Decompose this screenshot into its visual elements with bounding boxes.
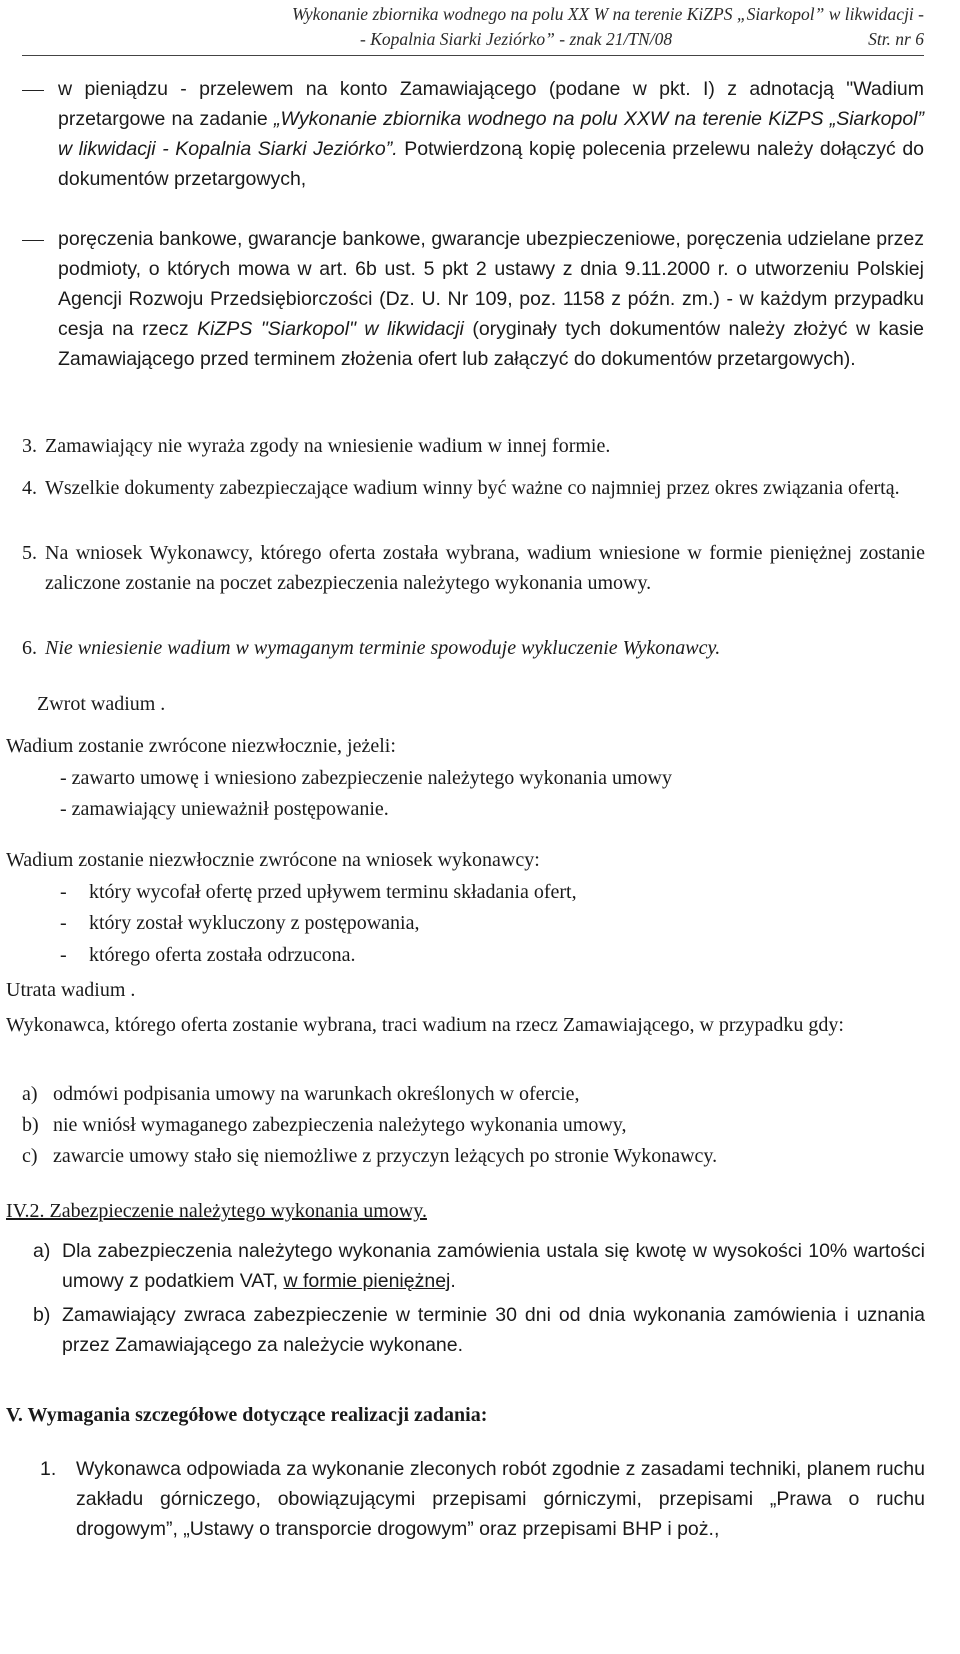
guarantees-text-part3: (oryginały tych dokumentów należy złożyć w kasie Zamawiającego przed terminem złożenia ofert lub załączyć do dokumentów przetargowych). — [58, 318, 924, 370]
running-header-reference: - Kopalnia Siarki Jeziórko” - znak 21/TN/08 — [360, 29, 673, 49]
list-dash: - — [60, 912, 67, 934]
list-letter: a) — [33, 1240, 51, 1262]
cash-text-part1: w pieniądzu - przelewem na konto Zamawiającego (podane w pkt. I) z adnotacją "Wadium przetargowe na zadanie — [58, 78, 924, 130]
cash-text-part3: Potwierdzoną kopię polecenia przelewu należy dołączyć do dokumentów przetargowych, — [58, 138, 925, 190]
running-header-line1: Wykonanie zbiornika wodnego na polu XX W na terenie KiZPS „Siarkopol” w likwidacji - — [291, 4, 924, 24]
cash-task-title: „Wykonanie zbiornika wodnego na polu XXW na terenie KiZPS „Siarkopol” w likwidacji - Kopalnia Siarki Jeziórko”. — [58, 108, 924, 160]
point-number: 4. — [22, 477, 37, 499]
utrata-item: zawarcie umowy stało się niemożliwe z przyczyn leżących po stronie Wykonawcy. — [53, 1145, 718, 1167]
zwrot-request-item: który wycofał ofertę przed upływem terminu składania ofert, — [89, 881, 577, 903]
list-letter: b) — [33, 1304, 51, 1326]
list-letter: c) — [22, 1145, 38, 1167]
list-dash: - — [60, 881, 67, 903]
list-letter: a) — [22, 1083, 38, 1105]
zwrot-intro-2: Wadium zostanie niezwłocznie zwrócone na wniosek wykonawcy: — [6, 849, 540, 871]
iv2-item-a-text: Dla zabezpieczenia należytego wykonania zamówienia ustala się kwotę w wysokości 10% wartości umowy z podatkiem VAT, — [62, 1240, 925, 1292]
point-6-text: Nie wniesienie wadium w wymaganym terminie spowoduje wykluczenie Wykonawcy. — [45, 637, 721, 659]
utrata-item: odmówi podpisania umowy na warunkach określonych w ofercie, — [53, 1083, 580, 1105]
zwrot-item: - zawarto umowę i wniesiono zabezpieczenie należytego wykonania umowy — [60, 767, 672, 789]
zwrot-item: - zamawiający unieważnił postępowanie. — [60, 798, 389, 820]
section-v-item-1: Wykonawca odpowiada za wykonanie zleconych robót zgodnie z zasadami techniki, planem ruchu zakładu górniczego, obowiązującymi przepisami górniczymi, przepisami „Prawa o ruchu drogowym”, „Ustawy o transporcie drogowym” oraz przepisami BHP i poż., — [76, 1458, 925, 1540]
wadium-form-cash — [58, 74, 924, 194]
header-rule — [22, 55, 924, 56]
utrata-heading: Utrata wadium . — [6, 979, 136, 1001]
zwrot-request-item: który został wykluczony z postępowania, — [89, 912, 420, 934]
point-5-text: Na wniosek Wykonawcy, którego oferta została wybrana, wadium wniesione w formie pieniężnej zostanie zaliczone zostanie na poczet zabezpieczenia należytego wykonania umowy. — [45, 542, 925, 594]
point-4-text: Wszelkie dokumenty zabezpieczające wadium winny być ważne co najmniej przez okres związania ofertą. — [45, 477, 900, 499]
zwrot-heading: Zwrot wadium . — [37, 693, 166, 715]
zwrot-request-item: którego oferta została odrzucona. — [89, 944, 356, 966]
point-number: 3. — [22, 435, 37, 457]
utrata-intro: Wykonawca, którego oferta zostanie wybrana, traci wadium na rzecz Zamawiającego, w przypadku gdy: — [6, 1014, 844, 1036]
iv2-item-b: Zamawiający zwraca zabezpieczenie w terminie 30 dni od dnia wykonania zamówienia i uznania przez Zamawiającego za należycie wykonane. — [62, 1304, 925, 1356]
point-number: 5. — [22, 542, 37, 564]
list-number: 1. — [40, 1458, 57, 1480]
iv2-item-a — [62, 1236, 925, 1296]
zwrot-intro: Wadium zostanie zwrócone niezwłocznie, jeżeli: — [6, 735, 396, 757]
dash-bullet-icon — [22, 240, 44, 241]
section-iv2-heading: IV.2. Zabezpieczenie należytego wykonania umowy. — [6, 1200, 427, 1222]
point-3-text: Zamawiający nie wyraża zgody na wniesienie wadium w innej formie. — [45, 435, 611, 457]
iv2-item-a-form: w formie pieniężnej — [283, 1270, 451, 1292]
page-number: Str. nr 6 — [868, 29, 924, 49]
running-header-line2 — [360, 29, 924, 50]
dash-bullet-icon — [22, 90, 44, 91]
iv2-item-a-tail: . — [450, 1270, 456, 1292]
wadium-form-guarantees — [58, 224, 924, 374]
guarantees-beneficiary: KiZPS "Siarkopol" w likwidacji — [197, 318, 464, 340]
guarantees-text-part1: poręczenia bankowe, gwarancje bankowe, gwarancje ubezpieczeniowe, poręczenia udzielane przez podmioty, o których mowa w art. 6b ust. 5 pkt 2 ustawy z dnia 9.11.2000 r. o utworzeniu Polskiej Agencji Rozwoju Przedsiębiorczości (Dz. U. Nr 109, poz. 1158 z późn. zm.) - w każdym przypadku cesja na rzecz — [58, 228, 924, 340]
utrata-item: nie wniósł wymaganego zabezpieczenia należytego wykonania umowy, — [53, 1114, 627, 1136]
list-dash: - — [60, 944, 67, 966]
list-letter: b) — [22, 1114, 39, 1136]
point-number: 6. — [22, 637, 37, 659]
section-v-heading: V. Wymagania szczegółowe dotyczące realizacji zadania: — [6, 1404, 488, 1426]
